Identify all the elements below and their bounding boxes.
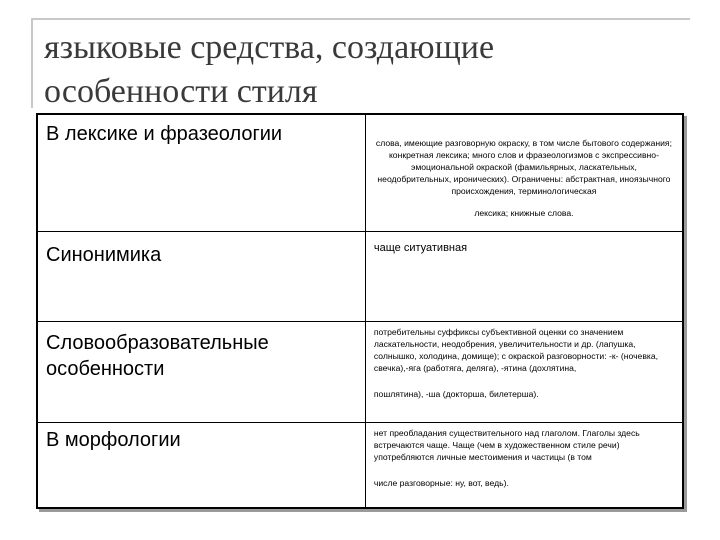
row-description-text-cont: лексика; книжные слова. [474, 208, 574, 218]
row-description [365, 423, 683, 509]
table-row [37, 423, 683, 509]
slide-frame-top-line [31, 18, 690, 20]
table-row [37, 322, 683, 423]
row-description-text-cont: пошлятина), -ша (докторша, билетерша). [373, 389, 539, 399]
row-description-text: слова, имеющие разговорную окраску, в том числе бытового содержания; конкретная лексика; много слов и фразеологизмов с экспрессивно-эмоциональной окраской (фамильярных, ласкательных, неодобрительных, иронических). Ограничены: абстрактная, иноязычного происхождения, терминологическая [375, 138, 672, 196]
slide-title-line-1: языковые средства, создающие [44, 29, 495, 66]
row-description-text: потребительны суффиксы субъективной оценки со значением ласкательности, неодобрения, увеличительности и др. (лапушка, солнышко, холодина, домище); с окраской разговорности: -к- (ночевка, свечка),-яга (работяга, делягa), -ятина (дохлятина, [373, 327, 659, 373]
row-label: В лексике и фразеологии [37, 114, 365, 232]
slide-title [44, 26, 684, 114]
features-table [36, 113, 684, 509]
row-description-text: нет преобладания существительного над глаголом. Глаголы здесь встречаются чаще. Чаще (чем в художественном стиле речи) употребляются личные местоимения и частицы (в том [373, 428, 640, 462]
table-row [37, 232, 683, 322]
row-description [365, 322, 683, 423]
row-label: В морфологии [37, 423, 365, 509]
row-description-text: чаще ситуативная [373, 242, 468, 254]
row-description [365, 232, 683, 322]
slide-title-line-2: особенности стиля [44, 73, 318, 110]
slide-frame-left-line [31, 18, 33, 108]
row-description [365, 114, 683, 232]
row-label: Синонимика [37, 232, 365, 322]
row-description-text-cont: числе разговорные: ну, вот, ведь). [373, 478, 509, 488]
row-label: Словообразовательные особенности [37, 322, 365, 423]
table-row [37, 114, 683, 232]
